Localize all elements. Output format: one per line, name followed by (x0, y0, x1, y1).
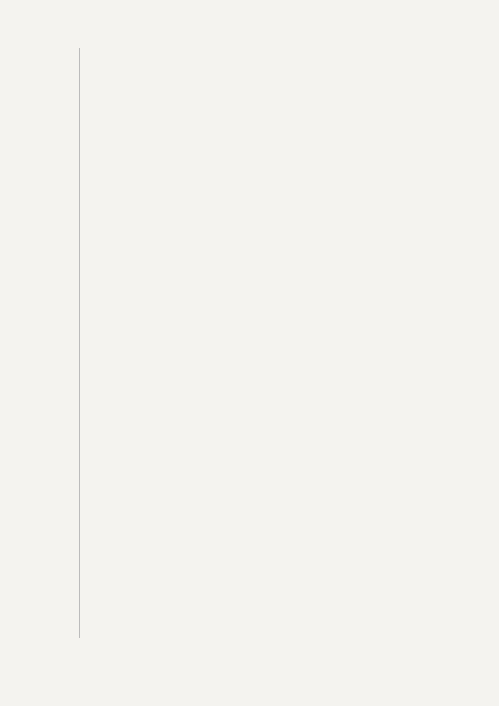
table-of-contents (82, 52, 457, 67)
margin-line (79, 48, 80, 638)
part-heading (82, 52, 457, 67)
